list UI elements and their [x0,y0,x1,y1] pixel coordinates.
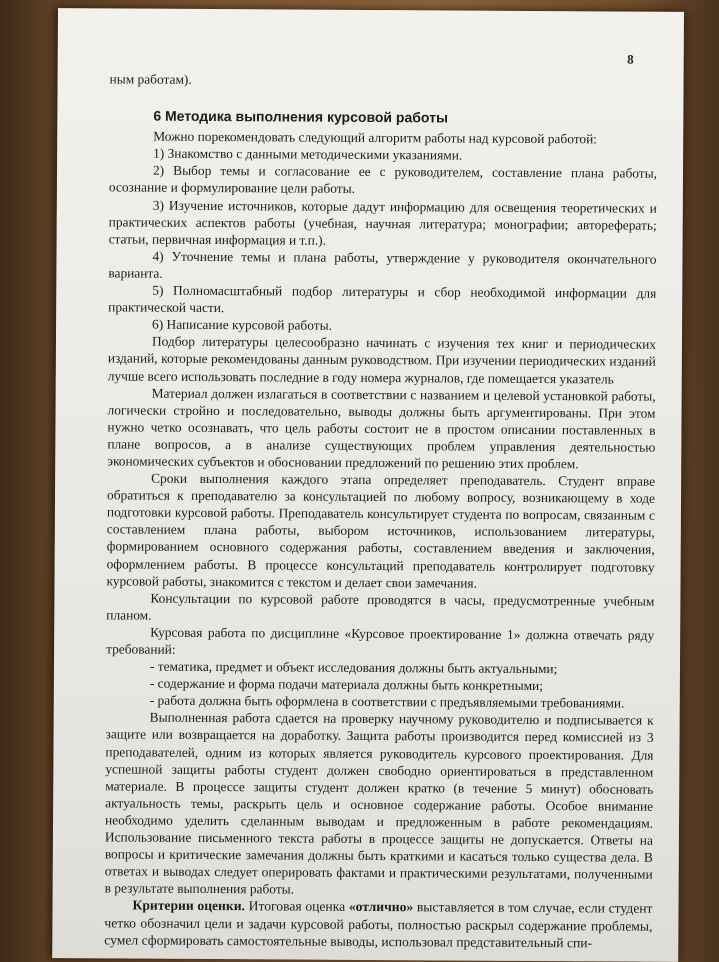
step-5: 5) Полномасштабный подбор литературы и сбор необходимой информации для практической части. [108,282,657,316]
step-2: 2) Выбор темы и согласование ее с руководителем, составление плана работы, осознание и формулирование цели работы. [108,163,658,197]
step-6: 6) Написание курсовой работы. [152,316,333,333]
document-page [52,8,684,962]
page-number: 8 [627,51,634,67]
carry-over-text: ным работам). [109,71,192,87]
criteria-text-before: Итоговая оценка [244,898,349,915]
literature-paragraph: Подбор литературы целесообразно начинать с изучения тех книг и периодических изданий, которые рекомендованы данным руководством. При изучении периодических изданий лучше всего использовать последние в году номера журналов, где помещается указатель [107,333,657,386]
deadlines-paragraph: Сроки выполнения каждого этапа определяет преподаватель. Студент вправе обратиться к преподавателю за консультацией по любому вопросу, возникающему в ходе подготовки курсовой работы. Преподаватель консультирует студента по вопросам, связанным с составлением плана работы, выбором источников, использованием литературы, формированием основного содержания работы, составлением введения и заключения, оформлением работы. В процессе консультаций преподаватель контролирует подготовку курсовой работы, знакомится с текстом и делает свои замечания. [106,470,656,591]
section-heading: 6 Методика выполнения курсовой работы [153,107,449,126]
step-1: 1) Знакомство с данными методическими указаниями. [153,145,463,163]
defense-paragraph: Выполненная работа сдается на проверку научному руководителю и подписывается к защите или возвращается на доработку. Защита работы производится перед комиссией из 3 преподавателей, одним из которых является руководитель курсового проектирования. Для успешной защиты работы студент должен свободно ориентироваться в представленном материале. В процессе защиты студент должен кратко (в течение 5 минут) обосновать актуальность темы, раскрыть цель и основное содержание работы. Особое внимание необходимо уделить сделанным выводам и предложенным в работе рекомендациям. Использование письменного текста работы в процессе защиты не допускается. Ответы на вопросы и критические замечания должны быть краткими и касаться только существа дела. В ответах и выводах следует оперировать фактами и практическими результатами, полученными в результате выполнения работы. [104,710,654,897]
criteria-grade: «отлично» [348,899,414,915]
consultations-paragraph: Консультации по курсовой работе проводятся в часы, предусмотренные учебным планом. [106,590,655,623]
requirement-item-2: - содержание и форма подачи материала должны быть конкретными; [149,675,544,694]
intro-paragraph: Можно порекомендовать следующий алгоритм работы над курсовой работой: [153,128,598,147]
criteria-paragraph [104,897,652,952]
criteria-label: Критерии оценки. [132,897,246,914]
material-paragraph: Материал должен излагаться в соответствии с названием и целевой установкой работы, логически стройно и последовательно, выводы должны быть аргументированы. При этом нужно четко осознавать, что цель работы состоит не в простом описании поставленных в плане вопросов, а в анализе существующих проблем управления деятельностью экономических субъектов и обосновании предложений по решению этих проблем. [107,385,656,472]
criteria-text-after: выставляется в том случае, если студент четко обозначил цели и задачи курсовой работы, полностью раскрыл содержание проблемы, сумел сформировать самостоятельные выводы, использовал представительный спи- [104,899,653,950]
requirement-item-1: - тематика, предмет и объект исследования должны быть актуальными; [149,658,558,677]
step-4: 4) Уточнение темы и плана работы, утверждение у руководителя окончательного варианта. [108,248,657,281]
page-content [104,70,657,951]
step-3: 3) Изучение источников, которые дадут информацию для освещения теоретических и практических аспектов работы (учебная, научная литература; монографии; автореферать; статьи, первичная информация и т.п.). [108,197,657,248]
requirement-item-3: - работа должна быть оформлена в соответствии с предъявляемыми требованиями. [149,692,625,711]
requirements-paragraph: Курсовая работа по дисциплине «Курсовое проектирование 1» должна отвечать ряду требований: [106,624,655,657]
